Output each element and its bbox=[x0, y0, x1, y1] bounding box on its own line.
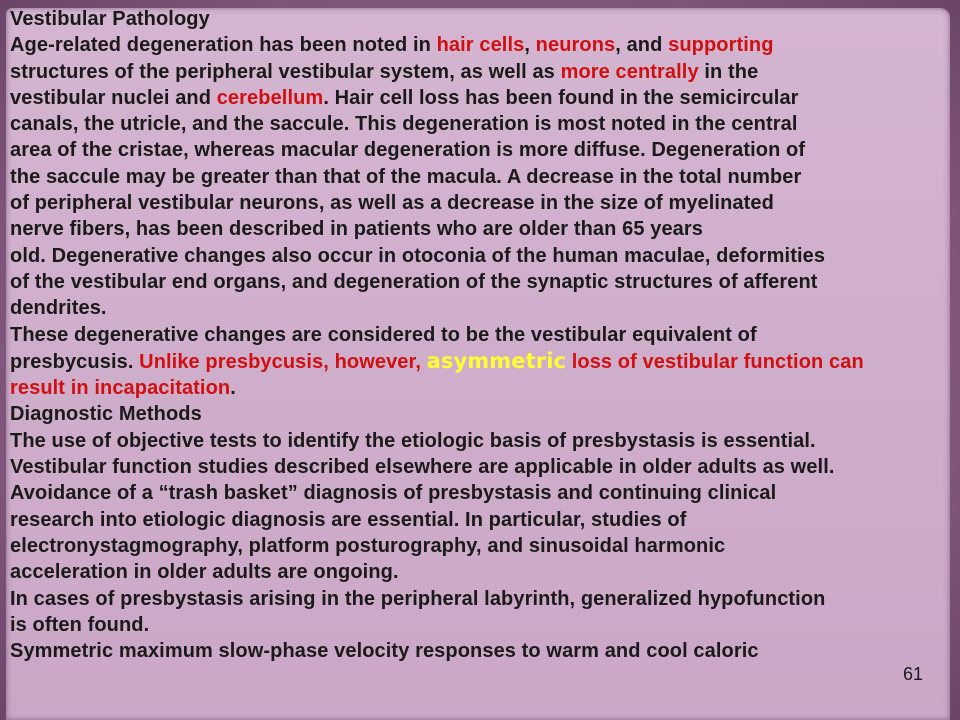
text-span: canals, the utricle, and the saccule. This degeneration is most noted in the central bbox=[10, 113, 798, 136]
text-line bbox=[10, 269, 950, 295]
text-span: Symmetric maximum slow-phase velocity responses to warm and cool caloric bbox=[10, 640, 759, 663]
text-line bbox=[10, 533, 950, 559]
text-line bbox=[10, 295, 950, 321]
text-line bbox=[10, 454, 950, 480]
slide-body-text bbox=[10, 6, 950, 664]
text-span: Avoidance of a “trash basket” diagnosis of presbystasis and continuing clinical bbox=[10, 482, 777, 505]
text-span: is often found. bbox=[10, 613, 150, 636]
text-span-red: hair cells bbox=[436, 34, 525, 57]
text-line bbox=[10, 559, 950, 585]
text-span: In cases of presbystasis arising in the peripheral labyrinth, generalized hypofunction bbox=[10, 587, 826, 610]
text-span: the saccule may be greater than that of the macula. A decrease in the total number bbox=[10, 165, 802, 188]
text-span: area of the cristae, whereas macular degeneration is more diffuse. Degeneration of bbox=[10, 139, 806, 162]
text-line bbox=[10, 216, 950, 242]
text-line bbox=[10, 6, 950, 32]
text-span: Vestibular function studies described elsewhere are applicable in older adults as well. bbox=[10, 456, 835, 479]
page-number: 61 bbox=[903, 664, 924, 684]
text-line bbox=[10, 586, 950, 612]
text-span: old. Degenerative changes also occur in otoconia of the human maculae, deformities bbox=[10, 244, 826, 267]
text-span-red: Unlike presbycusis, however, bbox=[139, 350, 427, 373]
text-line bbox=[10, 322, 950, 348]
text-line bbox=[10, 612, 950, 638]
text-span: , and bbox=[615, 34, 669, 57]
text-line bbox=[10, 507, 950, 533]
text-span-yellow: asymmetric bbox=[426, 348, 567, 373]
text-line bbox=[10, 190, 950, 216]
text-span-red: loss of vestibular function can bbox=[566, 350, 864, 373]
text-line bbox=[10, 137, 950, 163]
text-line bbox=[10, 375, 950, 401]
text-span: vestibular nuclei and bbox=[10, 86, 217, 109]
text-line bbox=[10, 401, 950, 427]
text-line bbox=[10, 111, 950, 137]
text-span-red: cerebellum bbox=[216, 86, 324, 109]
text-span: These degenerative changes are considered to be the vestibular equivalent of bbox=[10, 323, 757, 346]
text-span: in the bbox=[698, 60, 759, 83]
text-line bbox=[10, 428, 950, 454]
text-line bbox=[10, 638, 950, 664]
text-span: structures of the peripheral vestibular system, as well as bbox=[10, 60, 561, 83]
text-line bbox=[10, 59, 950, 85]
text-span: dendrites. bbox=[10, 297, 107, 320]
text-line bbox=[10, 32, 950, 58]
text-span: electronystagmography, platform posturography, and sinusoidal harmonic bbox=[10, 534, 726, 557]
text-span: . bbox=[230, 377, 236, 400]
text-span: presbycusis. bbox=[10, 350, 140, 373]
text-span: research into etiologic diagnosis are essential. In particular, studies of bbox=[10, 508, 687, 531]
text-span: Age-related degeneration has been noted in bbox=[10, 34, 437, 57]
text-span: The use of objective tests to identify the etiologic basis of presbystasis is essential. bbox=[10, 429, 816, 452]
text-span-red: neurons bbox=[535, 34, 616, 57]
text-span: Diagnostic Methods bbox=[10, 403, 202, 426]
text-span: . Hair cell loss has been found in the semicircular bbox=[323, 86, 799, 109]
text-span: , bbox=[524, 34, 536, 57]
text-line bbox=[10, 243, 950, 269]
text-span-red: supporting bbox=[668, 34, 774, 57]
text-span: acceleration in older adults are ongoing. bbox=[10, 561, 399, 584]
text-span: nerve fibers, has been described in patients who are older than 65 years bbox=[10, 218, 704, 241]
text-span-red: result in incapacitation bbox=[10, 377, 231, 400]
text-line bbox=[10, 164, 950, 190]
text-span: of the vestibular end organs, and degeneration of the synaptic structures of afferent bbox=[10, 270, 818, 293]
text-span: Vestibular Pathology bbox=[10, 8, 210, 30]
text-span: of peripheral vestibular neurons, as well as a decrease in the size of myelinated bbox=[10, 192, 774, 215]
text-line bbox=[10, 85, 950, 111]
text-span-red: more centrally bbox=[560, 60, 699, 83]
text-line bbox=[10, 480, 950, 506]
text-line bbox=[10, 348, 950, 375]
